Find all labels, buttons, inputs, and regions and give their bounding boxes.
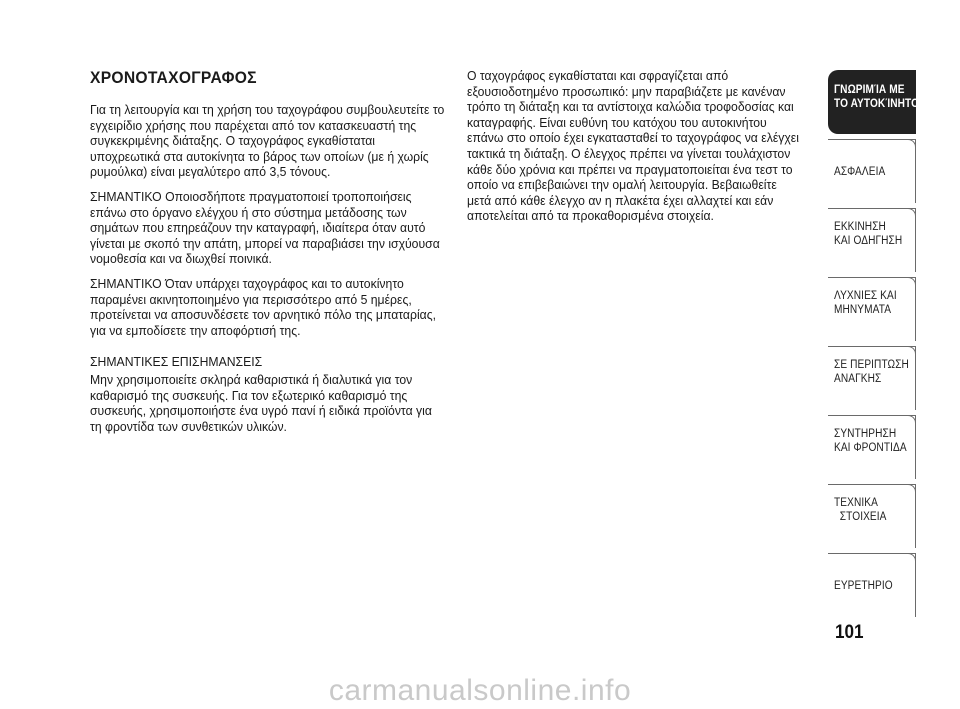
important-remarks-title: ΣΗΜΑΝΤΙΚΕΣ ΕΠΙΣΗΜΑΝΣΕΙΣ xyxy=(90,354,263,370)
cleaning-paragraph: Μην χρησιμοποιείτε σκληρά καθαριστικά ή διαλυτικά για τον καθαρισμό της συσκευής. Για τον εξωτερικό καθαρισμό της συσκευής, χρησιμοποιήστε ένα υγρό πανί ή ειδικά προϊόντα για τη φροντίδα των συνθετικών υλικών. xyxy=(90,371,432,434)
intro-paragraph: Για τη λειτουργία και τη χρήση του ταχογράφου συμβουλευτείτε το εγχειρίδιο χρήσης που παρέχεται από τον κατασκευαστή της συγκεκριμένης διάταξης. Ο ταχογράφος εγκαθίσταται υποχρεωτικά στα αυτοκίνητα το βάρος των οποίων (με ή χωρίς ρυμούλκα) είναι μεγαλύτερο από 3,5 τόνους. xyxy=(90,102,445,180)
watermark-text: carmanualsonline.info xyxy=(328,674,632,707)
tab-label: ΣΥΝΤΗΡΗΣΗ ΚΑΙ ΦΡΟΝΤΙΔΑ xyxy=(834,428,907,454)
tab-label: ΑΣΦΑΛΕΙΑ xyxy=(834,166,886,178)
tab-label: ΓΝΩΡΙΜΊΑ ΜΕ ΤΟ ΑΥΤΟΚΊΝΗΤΟ xyxy=(834,84,920,110)
tab-starting-driving[interactable] xyxy=(828,208,916,272)
important-note-battery: ΣΗΜΑΝΤΙΚΟ Όταν υπάρχει ταχογράφος και το αυτοκίνητο παραμένει ακινητοποιημένο για περισσότερο από 5 ημέρες, προτείνεται να αποσυνδέσετε τον αρνητικό πόλο της μπαταρίας, για να εμποδίσετε την αποφόρτισή της. xyxy=(90,275,437,338)
tab-label: ΣΕ ΠΕΡΙΠΤΩΣΗ ΑΝΑΓΚΗΣ xyxy=(834,359,909,385)
tab-maintenance[interactable] xyxy=(828,415,916,479)
tab-label: ΛΥΧΝΙΕΣ ΚΑΙ ΜΗΝΥΜΑΤΑ xyxy=(834,290,897,316)
left-column xyxy=(90,68,445,443)
tab-label: ΤΕΧΝΙΚΑ ΣΤΟΙΧΕΙΑ xyxy=(834,497,887,523)
important-note-tampering: ΣΗΜΑΝΤΙΚΟ Οποιοσδήποτε πραγματοποιεί τροποποιήσεις επάνω στο όργανο ελέγχου ή στο σύστημα μετάδοσης των σημάτων που επηρεάζουν την καταγραφή, ιδιαίτερα όταν αυτό γίνεται με σκοπό την απάτη, μπορεί να παραβιάσει την ισχύουσα νομοθεσία και να διωχθεί ποινικά. xyxy=(90,188,440,267)
right-column xyxy=(467,68,802,233)
tab-getting-to-know-vehicle[interactable] xyxy=(828,70,920,134)
tab-emergency[interactable] xyxy=(828,346,916,410)
section-heading: ΧΡΟΝΟΤΑΧΟΓΡΑΦΟΣ xyxy=(90,68,257,87)
tab-technical-data[interactable] xyxy=(828,484,916,548)
tab-label: ΕΚΚΙΝΗΣΗ ΚΑΙ ΟΔΗΓΗΣΗ xyxy=(834,221,903,247)
tab-safety[interactable] xyxy=(828,139,916,203)
page-number: 101 xyxy=(835,622,864,643)
tab-lights-messages[interactable] xyxy=(828,277,916,341)
tab-index[interactable] xyxy=(828,553,916,617)
installation-paragraph: Ο ταχογράφος εγκαθίσταται και σφραγίζεται από εξουσιοδοτημένο προσωπικό: μην παραβιάζετε με κανέναν τρόπο τη διάταξη και τα αντίστοιχα καλώδια τροφοδοσίας και καταγραφής. Είναι ευθύνη του κατόχου του αυτοκινήτου επάνω στο οποίο έχει εγκατασταθεί το ταχογράφος να ελέγχει τακτικά τη διάταξη. Ο έλεγχος πρέπει να γίνεται τουλάχιστον κάθε δύο χρόνια και πρέπει να πραγματοποιείται ένα τεστ το οποίο να επιβεβαιώνει την ομαλή λειτουργία. Βεβαιωθείτε μετά από κάθε έλεγχο αν η πλακέτα έχει αλλαχτεί και εάν αποτελείται από τα προκαθορισμένα στοιχεία. xyxy=(467,68,799,224)
tab-label: ΕΥΡΕΤΗΡΙΟ xyxy=(834,580,893,592)
